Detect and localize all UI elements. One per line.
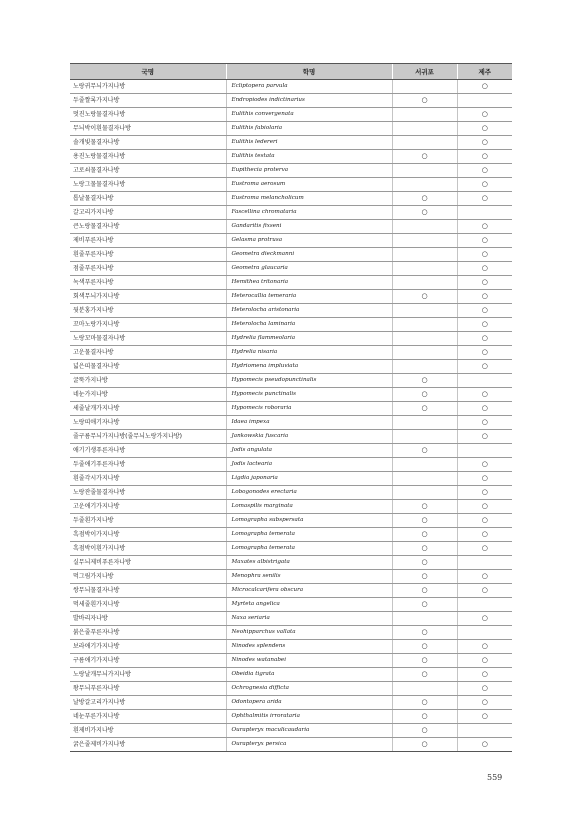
seogwipo-cell: ○	[392, 598, 457, 612]
table-row	[70, 304, 512, 318]
seogwipo-cell: ○	[392, 94, 457, 108]
table-row	[70, 80, 512, 94]
table-row	[70, 108, 512, 122]
scientific-name-cell: Obeidia tigrata	[226, 668, 392, 682]
scientific-name-cell: Hemithea tritonaria	[226, 276, 392, 290]
seogwipo-cell	[392, 612, 457, 626]
scientific-name-cell: Microcalcarifera obscura	[226, 584, 392, 598]
scientific-name-cell: Eulithis convergenata	[226, 108, 392, 122]
scientific-name-cell: Eustroma aerosum	[226, 178, 392, 192]
table-row	[70, 388, 512, 402]
table-row	[70, 248, 512, 262]
jeju-cell: ○	[457, 80, 512, 94]
seogwipo-cell: ○	[392, 724, 457, 738]
jeju-cell: ○	[457, 192, 512, 206]
seogwipo-cell	[392, 360, 457, 374]
korean-name-cell: 녹색푸른자나방	[70, 276, 226, 290]
scientific-name-cell: Ninodes watanabei	[226, 654, 392, 668]
table-row	[70, 486, 512, 500]
table-row	[70, 136, 512, 150]
scientific-name-cell: Heterolocha laminaria	[226, 318, 392, 332]
korean-name-cell: 흑점박이흰가지나방	[70, 542, 226, 556]
jeju-cell	[457, 374, 512, 388]
korean-name-cell: 두줄흰가지나방	[70, 514, 226, 528]
korean-name-cell: 실무늬제비푸른자나방	[70, 556, 226, 570]
jeju-cell: ○	[457, 710, 512, 724]
table-body	[70, 80, 512, 752]
scientific-name-cell: Lomographa subspersata	[226, 514, 392, 528]
seogwipo-cell: ○	[392, 640, 457, 654]
seogwipo-cell	[392, 486, 457, 500]
table-row	[70, 234, 512, 248]
seogwipo-cell: ○	[392, 654, 457, 668]
table-row	[70, 164, 512, 178]
table-row	[70, 192, 512, 206]
seogwipo-cell	[392, 122, 457, 136]
scientific-name-cell: Odontopera arida	[226, 696, 392, 710]
table-row	[70, 514, 512, 528]
seogwipo-cell	[392, 472, 457, 486]
scientific-name-cell: Fascellina chromataria	[226, 206, 392, 220]
seogwipo-cell	[392, 346, 457, 360]
korean-name-cell: 톱날물결자나방	[70, 192, 226, 206]
scientific-name-cell: Lomographa temerata	[226, 528, 392, 542]
seogwipo-cell	[392, 276, 457, 290]
scientific-name-cell: Hypomecis roboraria	[226, 402, 392, 416]
seogwipo-cell: ○	[392, 374, 457, 388]
table-row	[70, 262, 512, 276]
korean-name-cell: 먹그림가지나방	[70, 570, 226, 584]
scientific-name-cell: Menophra senilis	[226, 570, 392, 584]
seogwipo-cell: ○	[392, 668, 457, 682]
jeju-cell: ○	[457, 682, 512, 696]
seogwipo-cell: ○	[392, 696, 457, 710]
scientific-name-cell: Ourapteryx maculicaudaria	[226, 724, 392, 738]
korean-name-cell: 노랑날개무늬가지나방	[70, 668, 226, 682]
scientific-name-cell: Maxates albistrigata	[226, 556, 392, 570]
table-row	[70, 626, 512, 640]
scientific-name-cell: Lobogonodes erectaria	[226, 486, 392, 500]
korean-name-cell: 날방갈고리가지나방	[70, 696, 226, 710]
jeju-cell: ○	[457, 150, 512, 164]
jeju-cell	[457, 626, 512, 640]
seogwipo-cell: ○	[392, 290, 457, 304]
jeju-cell: ○	[457, 570, 512, 584]
jeju-cell: ○	[457, 612, 512, 626]
seogwipo-cell: ○	[392, 514, 457, 528]
scientific-name-cell: Ecliptopera parvula	[226, 80, 392, 94]
table-row	[70, 346, 512, 360]
jeju-cell: ○	[457, 164, 512, 178]
seogwipo-cell	[392, 80, 457, 94]
korean-name-cell: 흰제비가지나방	[70, 724, 226, 738]
scientific-name-cell: Lomographa temerata	[226, 542, 392, 556]
scientific-name-cell: Ophthalmitis irrorataria	[226, 710, 392, 724]
seogwipo-cell	[392, 234, 457, 248]
korean-name-cell: 굴뚝가지나방	[70, 374, 226, 388]
jeju-cell: ○	[457, 108, 512, 122]
table-row	[70, 444, 512, 458]
scientific-name-cell: Geometra glaucaria	[226, 262, 392, 276]
page-number: 559	[487, 773, 503, 782]
seogwipo-cell: ○	[392, 500, 457, 514]
scientific-name-cell: Eulithis ledereri	[226, 136, 392, 150]
jeju-cell: ○	[457, 360, 512, 374]
table-row	[70, 206, 512, 220]
jeju-cell	[457, 206, 512, 220]
scientific-name-cell: Myrteta angelica	[226, 598, 392, 612]
table-row	[70, 458, 512, 472]
jeju-cell: ○	[457, 304, 512, 318]
jeju-cell: ○	[457, 178, 512, 192]
seogwipo-cell: ○	[392, 710, 457, 724]
jeju-cell: ○	[457, 584, 512, 598]
table-header-row	[70, 64, 512, 80]
korean-name-cell: 노랑꼬마물결자나방	[70, 332, 226, 346]
korean-name-cell: 두줄짤록가지나방	[70, 94, 226, 108]
scientific-name-cell: Naxa seriaria	[226, 612, 392, 626]
korean-name-cell: 왕무늬푸른자나방	[70, 682, 226, 696]
jeju-cell: ○	[457, 514, 512, 528]
korean-name-cell: 무늬박이흰물결자나방	[70, 122, 226, 136]
scientific-name-cell: Hypomecis pseudopunctinalis	[226, 374, 392, 388]
seogwipo-cell	[392, 318, 457, 332]
table-row	[70, 276, 512, 290]
jeju-cell: ○	[457, 318, 512, 332]
jeju-cell: ○	[457, 220, 512, 234]
table-row	[70, 682, 512, 696]
seogwipo-cell	[392, 304, 457, 318]
scientific-name-cell: Lomaspilis marginata	[226, 500, 392, 514]
korean-name-cell: 뒷분홍가지나방	[70, 304, 226, 318]
korean-name-cell: 점줄푸른자나방	[70, 262, 226, 276]
scientific-name-cell: Geometra dieckmanni	[226, 248, 392, 262]
table-row	[70, 528, 512, 542]
table-row	[70, 402, 512, 416]
scientific-name-cell: Ochrognesia difficta	[226, 682, 392, 696]
korean-name-cell: 갈고리가지나방	[70, 206, 226, 220]
table-row	[70, 332, 512, 346]
table-row	[70, 318, 512, 332]
table-row	[70, 584, 512, 598]
korean-name-cell: 두줄애기푸른자나방	[70, 458, 226, 472]
table-row	[70, 668, 512, 682]
scientific-name-cell: Gelasma protrusa	[226, 234, 392, 248]
scientific-name-cell: Eupithecia proterva	[226, 164, 392, 178]
scientific-name-cell: Hydrelia nisaria	[226, 346, 392, 360]
table-row	[70, 374, 512, 388]
header-seogwipo: 서귀포	[392, 64, 457, 80]
korean-name-cell: 붉은줄푸른자나방	[70, 626, 226, 640]
seogwipo-cell	[392, 248, 457, 262]
jeju-cell: ○	[457, 346, 512, 360]
jeju-cell: ○	[457, 262, 512, 276]
jeju-cell: ○	[457, 248, 512, 262]
korean-name-cell: 세줄날개가지나방	[70, 402, 226, 416]
korean-name-cell: 쌍무늬물결자나방	[70, 584, 226, 598]
scientific-name-cell: Gandaritis fixseni	[226, 220, 392, 234]
korean-name-cell: 네눈가지나방	[70, 388, 226, 402]
seogwipo-cell: ○	[392, 528, 457, 542]
korean-name-cell: 용진노랑물결자나방	[70, 150, 226, 164]
jeju-cell: ○	[457, 654, 512, 668]
korean-name-cell: 솔개빛물결자나방	[70, 136, 226, 150]
jeju-cell: ○	[457, 738, 512, 752]
seogwipo-cell	[392, 332, 457, 346]
header-scientific-name: 학명	[226, 64, 392, 80]
scientific-name-cell: Neohipparchus vallata	[226, 626, 392, 640]
table-row	[70, 696, 512, 710]
species-table	[70, 63, 512, 752]
jeju-cell: ○	[457, 472, 512, 486]
seogwipo-cell	[392, 416, 457, 430]
jeju-cell: ○	[457, 234, 512, 248]
table-row	[70, 94, 512, 108]
korean-name-cell: 노랑띠애기자나방	[70, 416, 226, 430]
jeju-cell: ○	[457, 332, 512, 346]
table-row	[70, 640, 512, 654]
jeju-cell	[457, 556, 512, 570]
seogwipo-cell: ○	[392, 570, 457, 584]
table-row	[70, 612, 512, 626]
korean-name-cell: 먹세줄흰가지나방	[70, 598, 226, 612]
seogwipo-cell: ○	[392, 192, 457, 206]
header-jeju: 제주	[457, 64, 512, 80]
jeju-cell: ○	[457, 430, 512, 444]
jeju-cell: ○	[457, 500, 512, 514]
jeju-cell	[457, 444, 512, 458]
seogwipo-cell	[392, 430, 457, 444]
seogwipo-cell: ○	[392, 738, 457, 752]
seogwipo-cell	[392, 262, 457, 276]
scientific-name-cell: Heterocallia temeraria	[226, 290, 392, 304]
scientific-name-cell: Ligdia japonaria	[226, 472, 392, 486]
jeju-cell: ○	[457, 640, 512, 654]
jeju-cell: ○	[457, 542, 512, 556]
seogwipo-cell	[392, 682, 457, 696]
table-row	[70, 150, 512, 164]
jeju-cell: ○	[457, 458, 512, 472]
korean-name-cell: 흰줄각시가지나방	[70, 472, 226, 486]
seogwipo-cell: ○	[392, 388, 457, 402]
korean-name-cell: 노랑귀무늬가지나방	[70, 80, 226, 94]
seogwipo-cell: ○	[392, 556, 457, 570]
jeju-cell	[457, 94, 512, 108]
scientific-name-cell: Idaea impexa	[226, 416, 392, 430]
korean-name-cell: 큰노랑물결자나방	[70, 220, 226, 234]
table-row	[70, 654, 512, 668]
table-row	[70, 178, 512, 192]
seogwipo-cell: ○	[392, 444, 457, 458]
scientific-name-cell: Jodis angulata	[226, 444, 392, 458]
table-row	[70, 430, 512, 444]
scientific-name-cell: Ninodes splendens	[226, 640, 392, 654]
korean-name-cell: 고운애기가지나방	[70, 500, 226, 514]
jeju-cell: ○	[457, 290, 512, 304]
korean-name-cell: 고운물결자나방	[70, 346, 226, 360]
korean-name-cell: 회색무늬가지나방	[70, 290, 226, 304]
seogwipo-cell	[392, 108, 457, 122]
jeju-cell: ○	[457, 388, 512, 402]
korean-name-cell: 꼬마노랑가지나방	[70, 318, 226, 332]
table-row	[70, 738, 512, 752]
korean-name-cell: 노랑그물물결자나방	[70, 178, 226, 192]
korean-name-cell: 흑점박이가지나방	[70, 528, 226, 542]
jeju-cell: ○	[457, 122, 512, 136]
table-row	[70, 724, 512, 738]
seogwipo-cell: ○	[392, 584, 457, 598]
jeju-cell: ○	[457, 528, 512, 542]
scientific-name-cell: Eustroma melancholicum	[226, 192, 392, 206]
scientific-name-cell: Heterolocha aristonaria	[226, 304, 392, 318]
seogwipo-cell: ○	[392, 626, 457, 640]
korean-name-cell: 고로쇠물결자나방	[70, 164, 226, 178]
table-row	[70, 360, 512, 374]
korean-name-cell: 보라애기가지나방	[70, 640, 226, 654]
jeju-cell: ○	[457, 486, 512, 500]
jeju-cell	[457, 724, 512, 738]
seogwipo-cell	[392, 458, 457, 472]
korean-name-cell: 애기기생푸른자나방	[70, 444, 226, 458]
table-row	[70, 416, 512, 430]
korean-name-cell: 제비푸른자나방	[70, 234, 226, 248]
table-row	[70, 710, 512, 724]
seogwipo-cell: ○	[392, 402, 457, 416]
jeju-cell: ○	[457, 136, 512, 150]
table-row	[70, 556, 512, 570]
table-row	[70, 500, 512, 514]
scientific-name-cell: Eulithis testata	[226, 150, 392, 164]
korean-name-cell: 굵은줄제비가지나방	[70, 738, 226, 752]
table-row	[70, 542, 512, 556]
jeju-cell	[457, 598, 512, 612]
korean-name-cell: 구름애기가지나방	[70, 654, 226, 668]
table-row	[70, 570, 512, 584]
seogwipo-cell	[392, 136, 457, 150]
scientific-name-cell: Hydrelia flammeolaria	[226, 332, 392, 346]
jeju-cell: ○	[457, 696, 512, 710]
jeju-cell: ○	[457, 416, 512, 430]
header-korean-name: 국명	[70, 64, 226, 80]
table-row	[70, 290, 512, 304]
scientific-name-cell: Jankowskia fuscaria	[226, 430, 392, 444]
korean-name-cell: 멋진노랑물결자나방	[70, 108, 226, 122]
jeju-cell: ○	[457, 402, 512, 416]
korean-name-cell: 흰줄푸른자나방	[70, 248, 226, 262]
jeju-cell: ○	[457, 668, 512, 682]
korean-name-cell: 넓은띠물결자나방	[70, 360, 226, 374]
seogwipo-cell: ○	[392, 150, 457, 164]
scientific-name-cell: Hydriomena impluviata	[226, 360, 392, 374]
scientific-name-cell: Hypomecis punctinalis	[226, 388, 392, 402]
table-row	[70, 598, 512, 612]
korean-name-cell: 발바리자나방	[70, 612, 226, 626]
table-row	[70, 472, 512, 486]
jeju-cell: ○	[457, 276, 512, 290]
scientific-name-cell: Ourapteryx persica	[226, 738, 392, 752]
table-row	[70, 220, 512, 234]
seogwipo-cell	[392, 220, 457, 234]
seogwipo-cell: ○	[392, 206, 457, 220]
korean-name-cell: 줄구름무늬가지나방(줄무늬노랑가지나방)	[70, 430, 226, 444]
seogwipo-cell	[392, 164, 457, 178]
scientific-name-cell: Endropiodes indictinarius	[226, 94, 392, 108]
seogwipo-cell	[392, 178, 457, 192]
scientific-name-cell: Jodis lactearia	[226, 458, 392, 472]
scientific-name-cell: Eulithis fabiolaria	[226, 122, 392, 136]
korean-name-cell: 노랑잔줄물결자나방	[70, 486, 226, 500]
table-row	[70, 122, 512, 136]
seogwipo-cell: ○	[392, 542, 457, 556]
korean-name-cell: 네눈푸른가지나방	[70, 710, 226, 724]
